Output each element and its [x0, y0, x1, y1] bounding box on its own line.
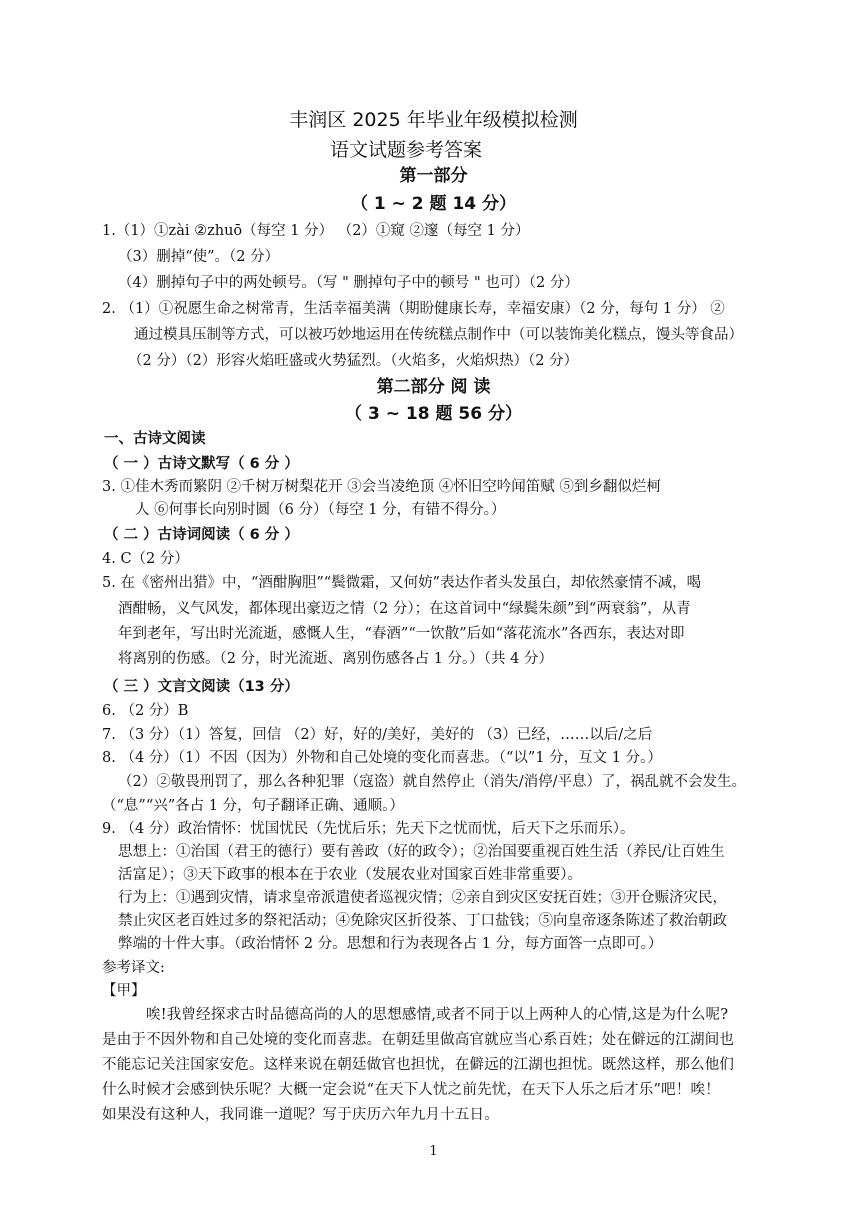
reference-translation-label: 参考译文:: [102, 960, 165, 976]
q5-line2: 酒酣畅，义气风发，都体现出豪迈之情（2 分）；在这首词中“绿鬓朱颜”到“两衰翁”，从青: [118, 601, 691, 617]
page-number: 1: [429, 1144, 438, 1159]
q5-line3: 年到老年，写出时光流逝，感慨人生，“春酒”“一饮散”后如“落花流水”各西东，表达对即: [118, 626, 685, 642]
part1-range: （ 1 ~ 2 题 14 分）: [350, 194, 517, 214]
q9-line2: 思想上：①治国（君王的德行）要有善政（好的政令）；②治国要重视百姓生活（养民/让百姓生: [118, 844, 725, 860]
q5-line4: 将离别的伤感。（2 分，时光流逝、离别伤感各占 1 分。）（共 4 分）: [118, 651, 553, 667]
translation-line1: 唉!我曾经探求古时品德高尚的人的思想感情,或者不同于以上两种人的心情,这是为什么呢?: [146, 1007, 729, 1023]
q1-line3: （4）删掉句子中的两处顿号。（写 " 删掉句子中的顿号 " 也可）（2 分）: [118, 275, 579, 291]
q8-line1: 8. （4 分）（1）不因（因为）外物和自己处境的变化而喜悲。（“以”1 分，互文 1 分。）: [102, 750, 662, 766]
subsection-recitation: （ 一 ）古诗文默写（ 6 分 ）: [104, 456, 299, 472]
q8-line3: （“息”“兴”各占 1 分，句子翻译正确、通顺。）: [102, 798, 404, 814]
q4-answer: 4. C（2 分）: [102, 551, 189, 567]
q6-answer: 6. （2 分）B: [102, 703, 189, 719]
part1-title: 第一部分: [399, 166, 468, 186]
q9-line1: 9. （4 分）政治情怀：忧国忧民（先忧后乐；先天下之忧而忧，后天下之乐而乐）。: [102, 821, 635, 837]
q9-line3: 活富足）；③天下政事的根本在于农业（发展农业对国家百姓非常重要）。: [118, 867, 582, 883]
translation-line5: 如果没有这种人，我同谁一道呢？写于庆历六年九月十五日。: [102, 1107, 499, 1123]
q9-line5: 禁止灾区老百姓过多的祭祀活动；④免除灾区折役茶、丁口盐钱；⑤向皇帝逐条陈述了救治朝政: [118, 913, 727, 929]
translation-line4: 什么时候才会感到快乐呢？大概一定会说“在天下人忧之前先忧，在天下人乐之后才乐”吧！唉！: [102, 1082, 720, 1098]
q2-line3: （2 分）（2）形容火焰旺盛或火势猛烈。（火焰多，火焰炽热）（2 分）: [128, 353, 579, 369]
document-subtitle: 语文试题参考答案: [330, 139, 483, 161]
section-ancient-poetry: 一、古诗文阅读: [104, 431, 206, 447]
translation-line2: 是由于不因外物和自己处境的变化而喜悲。在朝廷里做高官就应当心系百姓；处在僻远的江湖间也: [102, 1032, 735, 1048]
passage-jia-label: 【甲】: [102, 983, 146, 999]
q1-line2: （3）删掉“使”。（2 分）: [118, 249, 280, 265]
q3-line2: 人 ⑥何事长向别时圆（6 分）（每空 1 分，有错不得分。）: [135, 502, 506, 518]
part2-title: 第二部分 阅 读: [376, 377, 491, 397]
q3-line1: 3. ①佳木秀而繁阴 ②千树万树梨花开 ③会当凌绝顶 ④怀旧空吟闻笛赋 ⑤到乡翻似烂柯: [102, 479, 661, 495]
q8-line2: （2）②敬畏刑罚了，那么各种犯罪（寇盗）就自然停止（消失/消停/平息）了，祸乱就不会发生。: [118, 774, 746, 790]
part2-range: （ 3 ~ 18 题 56 分）: [345, 404, 522, 424]
q2-line2: 通过模具压制等方式，可以被巧妙地运用在传统糕点制作中（可以装饰美化糕点，馒头等食品）: [134, 327, 743, 343]
subsection-poetry-reading: （ 二 ）古诗词阅读（ 6 分 ）: [104, 527, 299, 543]
subsection-classical-chinese: （ 三 ）文言文阅读（13 分）: [104, 679, 299, 695]
q9-line4: 行为上：①遇到灾情，请求皇帝派遣使者巡视灾情；②亲自到灾区安抚百姓；③开仓赈济灾民，: [118, 890, 727, 906]
q7-answer: 7. （3 分）（1）答复，回信 （2）好，好的/美好，美好的 （3）已经，……以后/之后: [102, 727, 653, 743]
q2-line1: 2. （1）①祝愿生命之树常青，生活幸福美满（期盼健康长寿，幸福安康）（2 分，每句 1 分） ②: [102, 301, 725, 317]
translation-line3: 不能忘记关注国家安危。这样来说在朝廷做官也担忧，在僻远的江湖也担忧。既然这样，那么他们: [102, 1057, 735, 1073]
q5-line1: 5. 在《密州出猎》中，“酒酣胸胆”“鬓微霜，又何妨”表达作者头发虽白，却依然豪情不减，喝: [102, 575, 702, 591]
document-title: 丰润区 2025 年毕业年级模拟检测: [289, 109, 578, 131]
q1-line1: 1.（1）①zài ②zhuō（每空 1 分） （2）①窥 ②邃（每空 1 分）: [102, 223, 530, 239]
q9-line6: 弊端的十件大事。（政治情怀 2 分。思想和行为表现各占 1 分，每方面答一点即可。）: [118, 936, 663, 952]
